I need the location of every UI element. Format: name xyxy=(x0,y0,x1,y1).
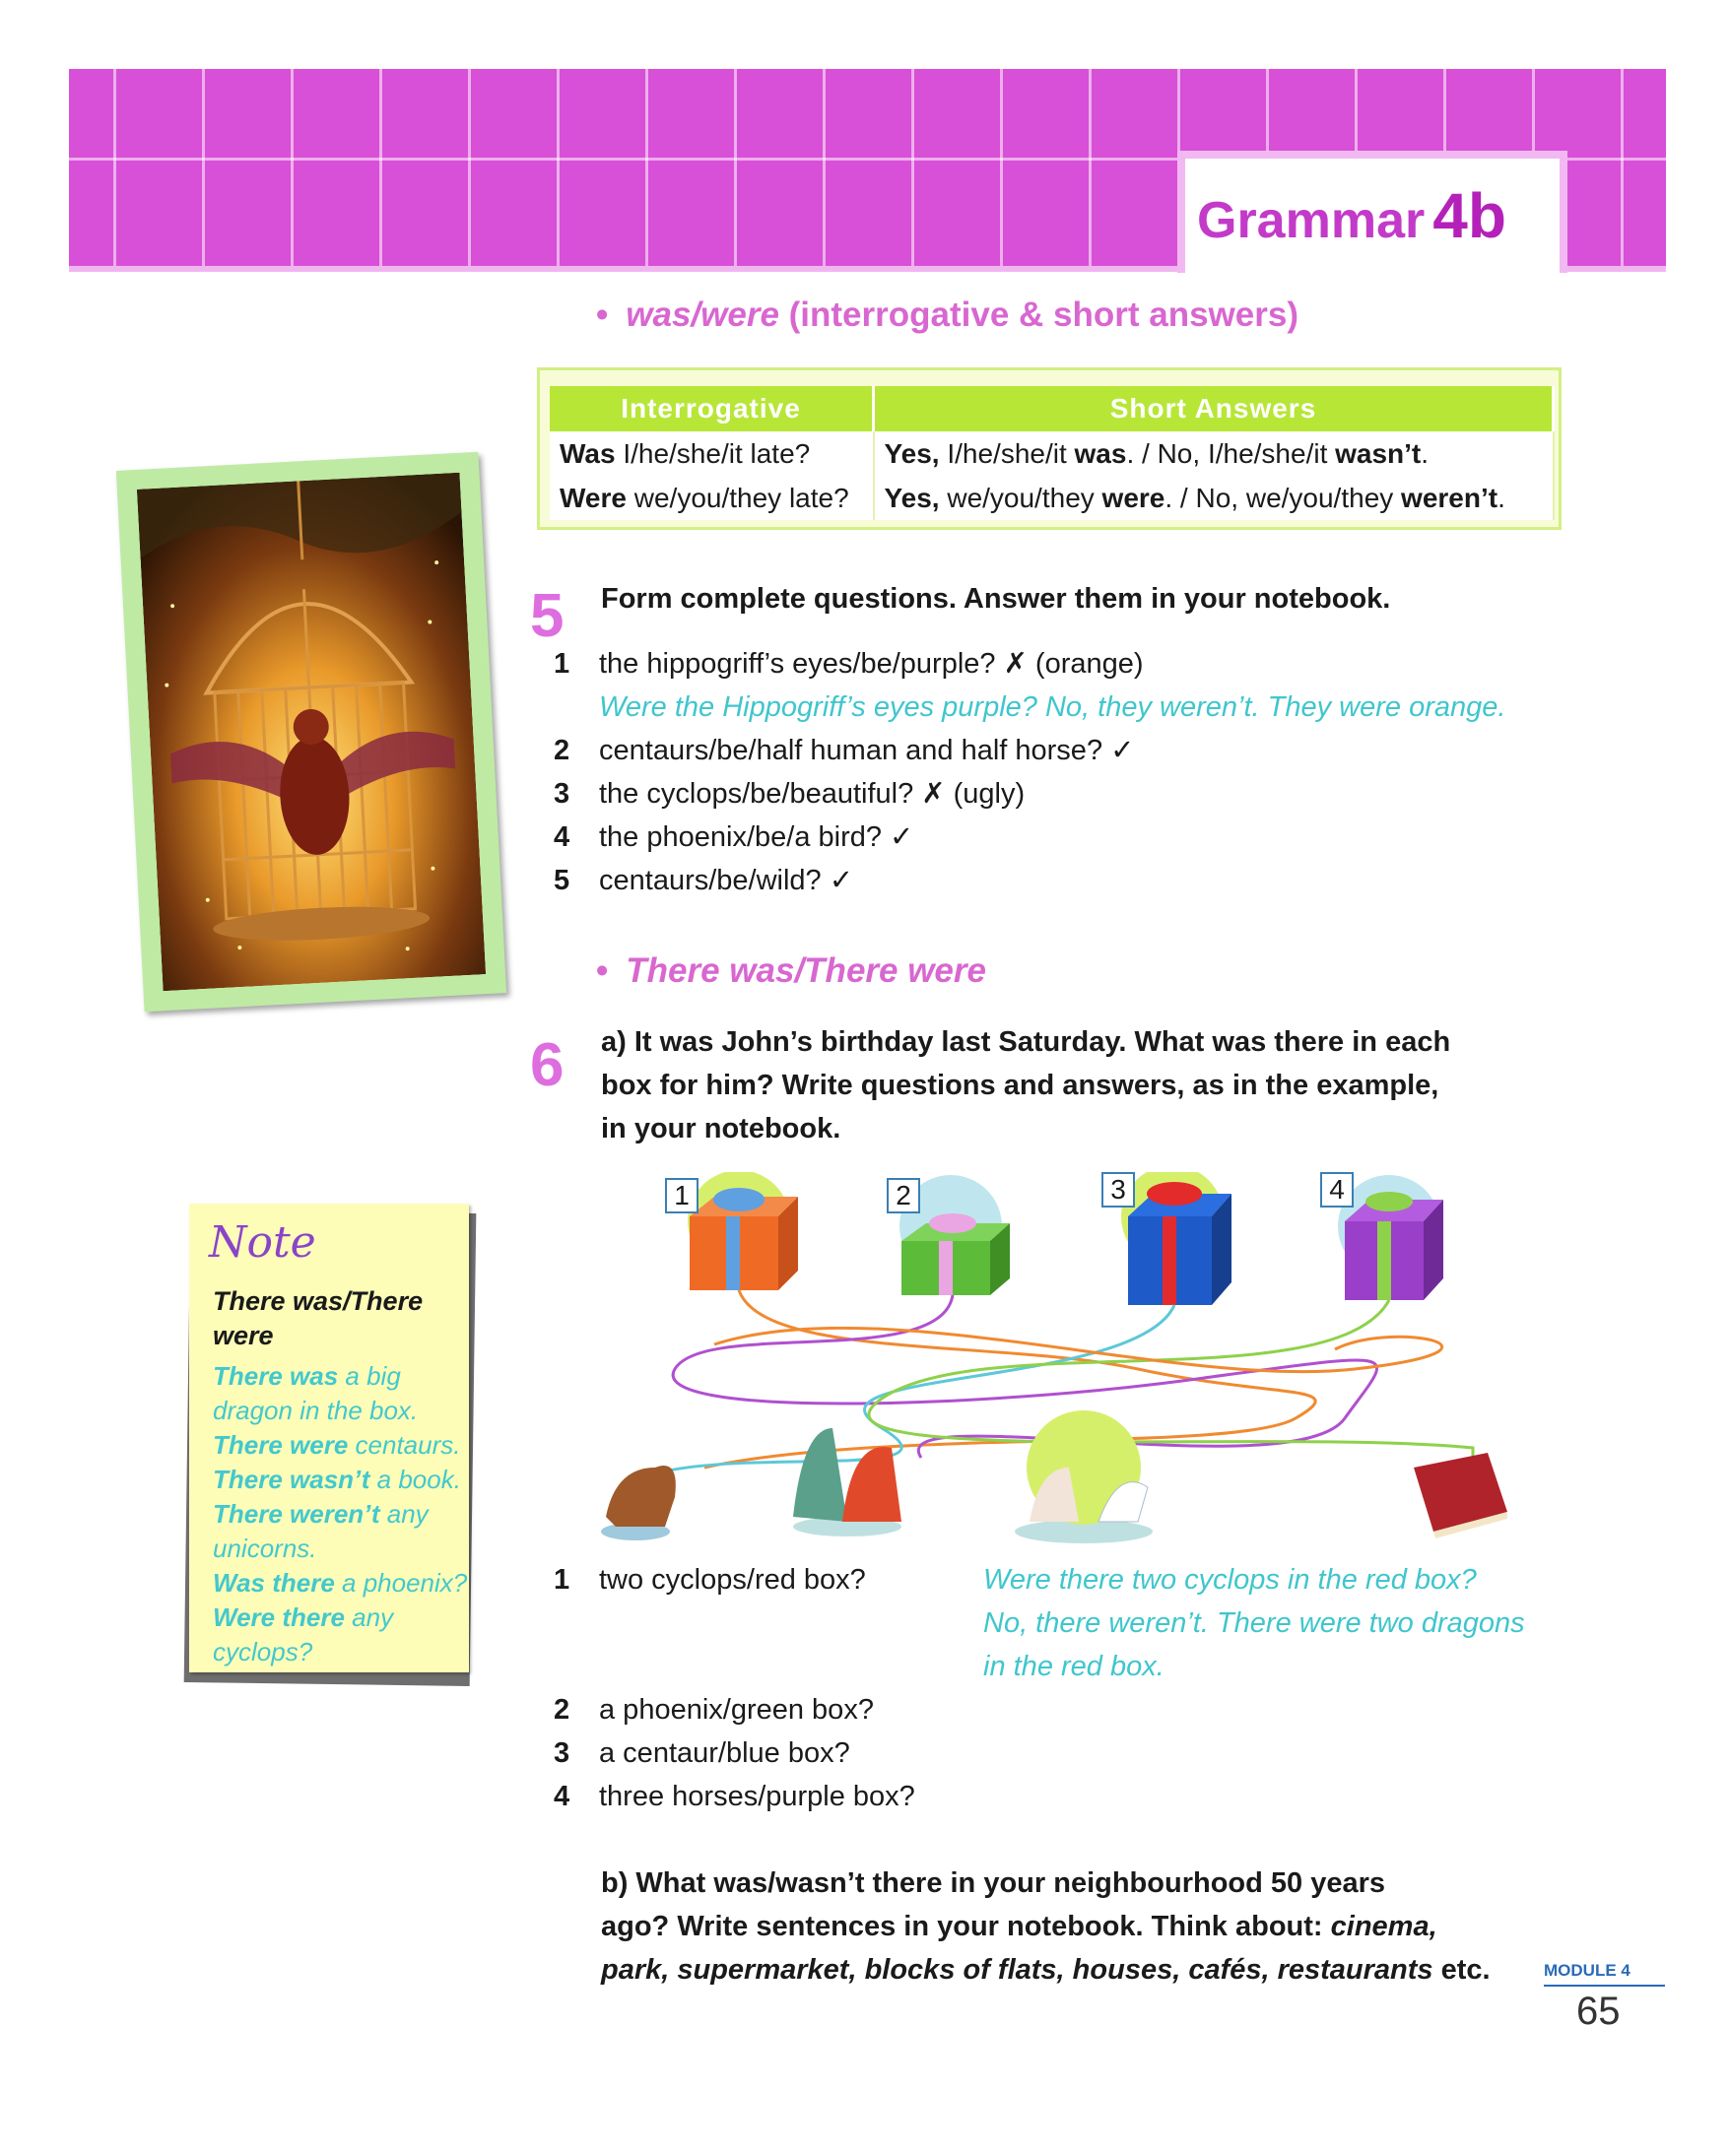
list-item: 4 the phoenix/be/a bird? ✓ xyxy=(554,821,914,853)
exercise-5-instruction: Form complete questions. Answer them in your notebook. xyxy=(601,583,1391,615)
box-number-4: 4 xyxy=(1320,1172,1354,1208)
box-number-2: 2 xyxy=(887,1178,920,1213)
example-answer: Were there two cyclops in the red box? No, there weren’t. There were two dragons in the red box. xyxy=(983,1564,1525,1682)
note-examples: There was a big dragon in the box. There were centaurs. There wasn’t a book. There weren’t any unicorns. Was there a phoenix? Were there any cyclops? xyxy=(213,1361,468,1666)
list-item: 4 three horses/purple box? xyxy=(554,1781,915,1812)
box-number-3: 3 xyxy=(1101,1172,1135,1208)
exercise-5-items xyxy=(554,642,1505,902)
note-subtitle: There was/There were xyxy=(213,1286,424,1350)
table-header-interrogative: Interrogative xyxy=(550,386,874,431)
section-heading-there-was: • There was/There were xyxy=(596,951,986,990)
page-number: 65 xyxy=(1576,1990,1621,2033)
example-answer: Were the Hippogriff’s eyes purple? No, they weren’t. They were orange. xyxy=(599,691,1506,723)
module-underline xyxy=(1544,1985,1665,1987)
page-title: Grammar 4b xyxy=(1197,180,1506,251)
exercise-6b-instruction: b) What was/wasn’t there in your neighbourhood 50 years ago? Write sentences in your notebook. Think about: cinema, park, supermarket, blocks of flats, houses, cafés, restaurants etc. xyxy=(601,1867,1491,1986)
grammar-table xyxy=(550,386,1555,520)
section-heading-was-were: • was/were (interrogative & short answers) xyxy=(596,295,1298,334)
table-header-short-answers: Short Answers xyxy=(874,386,1554,431)
list-item: 3 the cyclops/be/beautiful? ✗ (ugly) xyxy=(554,778,1026,810)
list-item: 1 the hippogriff’s eyes/be/purple? ✗ (orange) xyxy=(554,648,1144,680)
exercise-6-items xyxy=(554,1558,915,1818)
list-item: 1 two cyclops/red box? xyxy=(554,1564,866,1596)
phoenix-in-cage-image xyxy=(137,473,486,991)
list-item: 2 a phoenix/green box? xyxy=(554,1694,874,1726)
list-item: 2 centaurs/be/half human and half horse? ✓ xyxy=(554,735,1135,766)
exercise-5-number: 5 xyxy=(530,582,565,650)
note-title: Note xyxy=(209,1217,316,1268)
table-row: Was I/he/she/it late? Yes, I/he/she/it was. / No, I/he/she/it wasn’t. xyxy=(550,431,1554,476)
box-number-1: 1 xyxy=(665,1178,699,1213)
phoenix-photo-frame xyxy=(116,452,506,1013)
exercise-6a-instruction: a) It was John’s birthday last Saturday. What was there in each box for him? Write questions and answers, as in the example, in your notebook. xyxy=(601,1026,1451,1144)
note-box xyxy=(189,1204,469,1672)
module-label: MODULE 4 xyxy=(1544,1961,1630,1980)
table-row: Were we/you/they late? Yes, we/you/they were. / No, we/you/they weren’t. xyxy=(550,476,1554,520)
list-item: 5 centaurs/be/wild? ✓ xyxy=(554,865,854,896)
list-item: 3 a centaur/blue box? xyxy=(554,1737,850,1769)
exercise-6-number: 6 xyxy=(530,1031,565,1099)
gift-boxes-illustration xyxy=(586,1172,1571,1551)
